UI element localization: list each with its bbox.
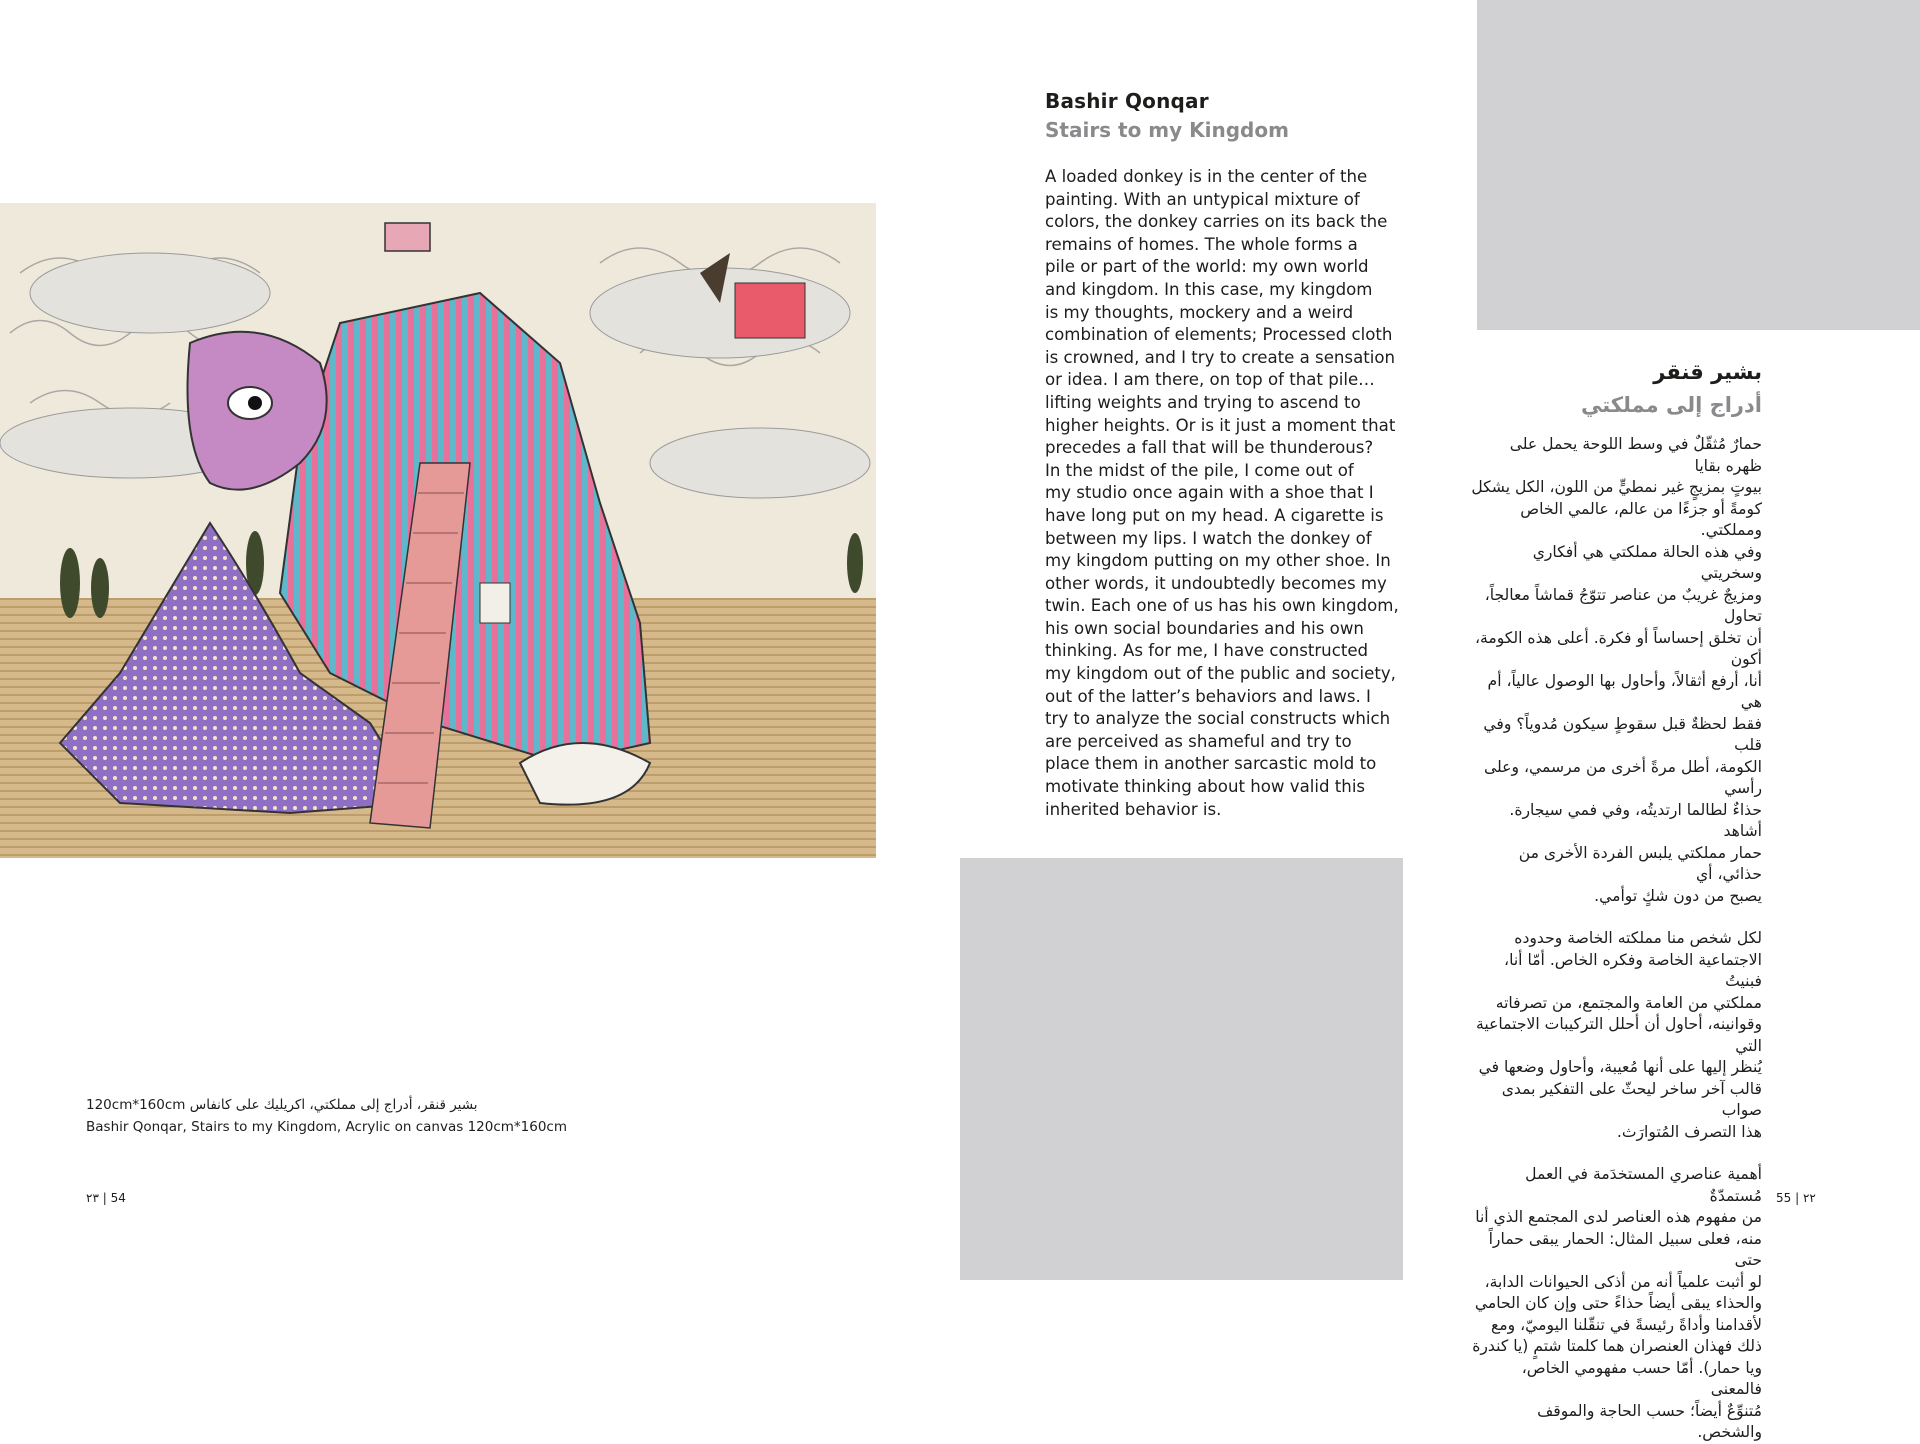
arabic-paragraph-1: حمارٌ مُثقّلٌ في وسط اللوحة يحمل على ظهره بقايا بيوتٍ بمزيجٍ غير نمطيٍّ من اللون، الكل يشكل كومةً أو جزءًا من عالم، عالمي الخاص ومملكتي. وفي هذه الحالة مملكتي هي أفكاري وسخريتي ومزيجٌ غريبٌ من عناصر تتوّجُ قماشاً معالجاً، تحاول أن تخلق إحساساً أو فكرة. أعلى هذه الكومة، أكون أنا، أرفع أثقالاً، وأحاول بها الوصول عالياً، أم هي فقط لحظةٌ قبل سقوطٍ سيكون مُدوياً؟ وفي قلب الكومة، أطل مرةً أخرى من مرسمي، وعلى رأسي حذاءٌ لطالما ارتديتُه، وفي فمي سيجارة. أشاهد حمار مملكتي يلبس الفردة الأخرى من حذائي، أي يصبح من دون شكٍ توأمي.: [1471, 435, 1762, 905]
painting-illustration: [0, 203, 876, 858]
caption-arabic: بشير قنقر، أدراج إلى مملكتي، اكريليك على كانفاس 120cm*160cm: [86, 1097, 478, 1113]
decorative-gray-block-bottom: [960, 858, 1403, 1280]
arabic-text-block: [1470, 358, 1762, 1444]
english-text-block: [1045, 88, 1405, 821]
artwork-caption: [86, 1094, 606, 1138]
page-number-left: ٢٣ | 54: [86, 1191, 126, 1205]
artist-name-arabic: بشير قنقر: [1653, 360, 1762, 384]
arabic-paragraph-2: لكل شخص منا مملكته الخاصة وحدوده الاجتماعية الخاصة وفكره الخاص. أمّا أنا، فبنيتُ مملكتي من العامة والمجتمع، من تصرفاته وقوانينه، أحاول أن أحلل التركيبات الاجتماعية التي يُنظر إليها على أنها مُعيبة، وأحاول وضعها في قالب آخر ساخر ليحثّ على التفكير بمدى صواب هذا التصرف المُتوارَث.: [1476, 929, 1762, 1141]
artist-name-english: Bashir Qonqar: [1045, 89, 1209, 113]
page-number-right: 55 | ٢٢: [1776, 1191, 1816, 1205]
artwork-description-english: A loaded donkey is in the center of the painting. With an untypical mixture of colors, the donkey carries on its back the remains of homes. The whole forms a pile or part of the world: my own world and kingdom. In this case, my kingdom is my thoughts, mockery and a weird combination of elements; Processed cloth is crowned, and I try to create a sensation or idea. I am there, on top of that pile… lifting weights and trying to ascend to higher heights. Or is it just a moment that precedes a fall that will be thunderous? In the midst of the pile, I come out of my studio once again with a shoe that I have long put on my head. A cigarette is between my lips. I watch the donkey of my kingdom putting on my other shoe. In other words, it undoubtedly becomes my twin. Each one of us has his own kingdom, his own social boundaries and his own thinking. As for me, I have constructed my kingdom out of the public and society, out of the latter’s behaviors and laws. I try to analyze the social constructs which are perceived as shameful and try to place them in another sarcastic mold to motivate thinking about how valid this inherited behavior is.: [1045, 167, 1399, 819]
caption-english: Bashir Qonqar, Stairs to my Kingdom, Acrylic on canvas 120cm*160cm: [86, 1119, 568, 1135]
painting-image: [0, 203, 876, 858]
artwork-title-arabic: أدراج إلى مملكتي: [1580, 393, 1762, 417]
arabic-paragraph-3: أهمية عناصري المستخدَمة في العمل مُستمدّةٌ من مفهوم هذه العناصر لدى المجتمع الذي أنا منه، فعلى سبيل المثال: الحمار يبقى حماراً حتى لو أثبت علمياً أنه من أذكى الحيوانات الدابة، والحذاء يبقى أيضاً حذاءً حتى وإن كان الحامي لأقدامنا وأداةً رئيسةً في تنقّلنا اليوميّ، ومع ذلك فهذان العنصران هما كلمتا شتمٍ (يا كندرة ويا حمار). أمّا حسب مفهومي الخاص، فالمعنى مُتنوِّعٌ أيضاً؛ حسب الحاجة والموقف والشخص.: [1472, 1165, 1762, 1441]
decorative-gray-block-top: [1477, 0, 1920, 330]
artwork-title-english: Stairs to my Kingdom: [1045, 118, 1289, 142]
